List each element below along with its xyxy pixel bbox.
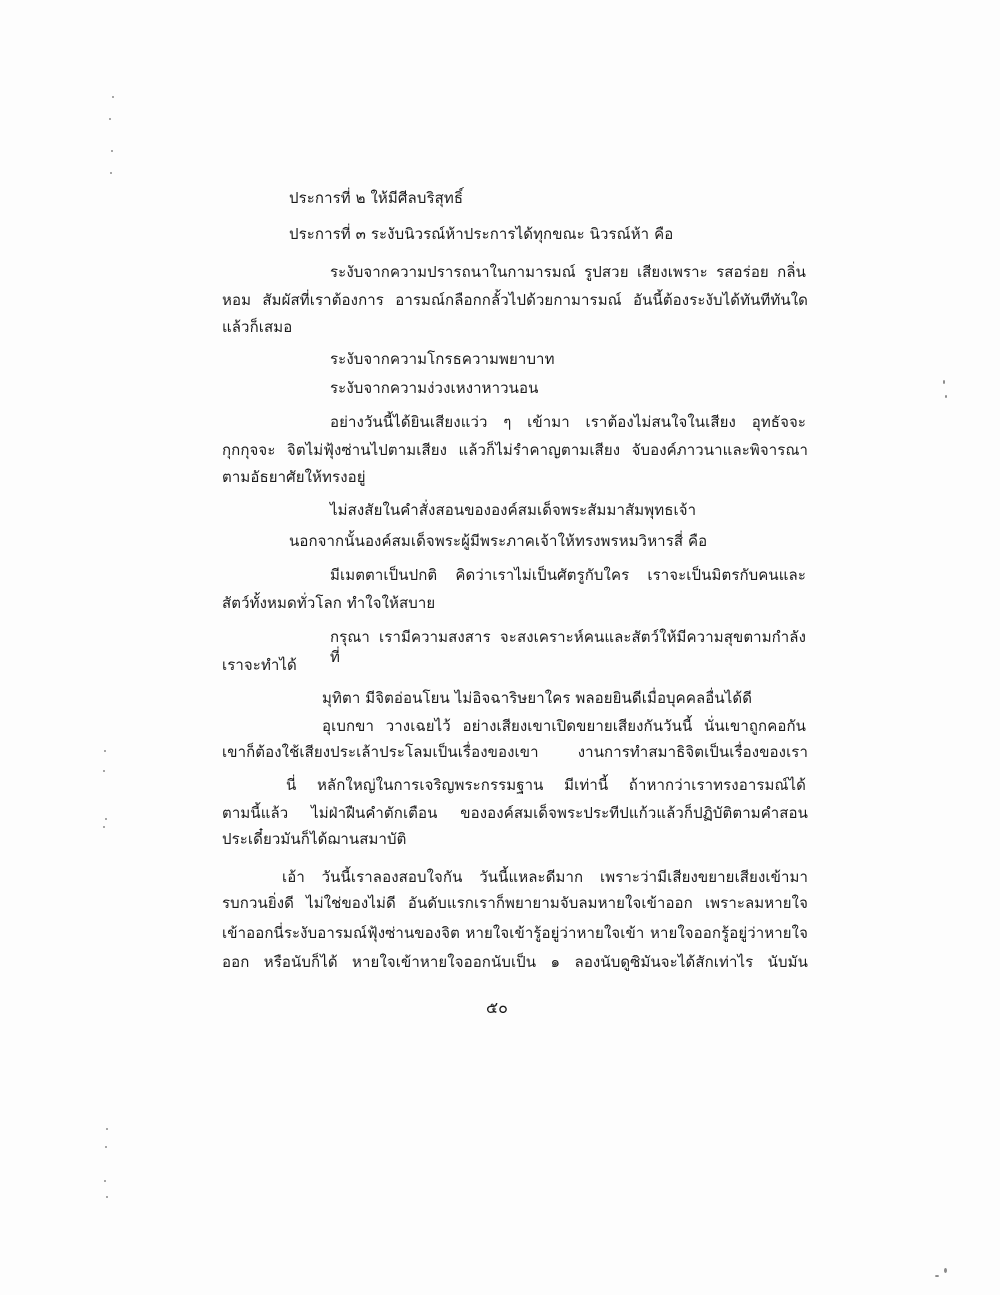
text-line: ประการที่ ๓ ระงับนิวรณ์ห้าประการได้ทุกขณะ นิวรณ์ห้า คือ	[289, 225, 674, 243]
text-line: ระงับจากความปรารถนาในกามารมณ์ รูปสวย เสียงเพราะ รสอร่อย กลิ่น	[330, 263, 806, 281]
text-line: ระงับจากความโกรธความพยาบาท	[330, 350, 555, 368]
scan-speck	[105, 818, 107, 820]
scan-speck	[104, 1180, 106, 1182]
text-line: ตามนี้แล้ว ไม่ฝ่าฝืนคำตักเตือน ขององค์สมเด็จพระประทีปแก้วแล้วก็ปฏิบัติตามคำสอน	[222, 804, 808, 822]
text-line: ไม่สงสัยในคำสั่งสอนขององค์สมเด็จพระสัมมาสัมพุทธเจ้า	[330, 501, 697, 519]
scan-speck	[104, 750, 106, 752]
text-line: เราจะทำได้	[222, 656, 297, 674]
text-line: อุเบกขา วางเฉยไว้ อย่างเสียงเขาเปิดขยายเสียงกันวันนี้ นั่นเขาถูกคอกัน	[322, 717, 806, 735]
text-line: ประการที่ ๒ ให้มีศีลบริสุทธิ์	[289, 189, 464, 207]
text-line: สัตว์ทั้งหมดทั่วโลก ทำใจให้สบาย	[222, 594, 436, 612]
scan-speck	[943, 380, 945, 384]
text-line: ระงับจากความง่วงเหงาหาวนอน	[330, 379, 539, 397]
scan-speck	[106, 1196, 108, 1198]
scan-speck	[945, 395, 947, 398]
scan-speck	[112, 96, 114, 98]
text-line: กรุณา เรามีความสงสาร จะสงเคราะห์คนและสัตว์ให้มีความสุขตามกำลังที่	[330, 628, 806, 666]
text-line: เขาก็ต้องใช้เสียงประเล้าประโลมเป็นเรื่องของเขา งานการทำสมาธิจิตเป็นเรื่องของเรา	[222, 743, 808, 761]
text-line: เข้าออกนี่ระงับอารมณ์ฟุ้งซ่านของจิต หายใจเข้ารู้อยู่ว่าหายใจเข้า หายใจออกรู้อยู่ว่าหายใจ	[222, 924, 808, 942]
text-line: นอกจากนั้นองค์สมเด็จพระผู้มีพระภาคเจ้าให้ทรงพรหมวิหารสี่ คือ	[289, 532, 708, 550]
text-line: แล้วก็เสมอ	[222, 318, 293, 336]
text-line: ประเดี๋ยวมันก็ได้ฌานสมาบัติ	[222, 830, 407, 848]
scan-speck	[103, 826, 105, 828]
scan-speck	[103, 770, 105, 772]
text-line: เอ้า วันนี้เราลองสอบใจกัน วันนี้แหละดีมาก เพราะว่ามีเสียงขยายเสียงเข้ามา	[282, 868, 808, 886]
text-line: มีเมตตาเป็นปกติ คิดว่าเราไม่เป็นศัตรูกับใคร เราจะเป็นมิตรกับคนและ	[330, 566, 806, 584]
scan-speck	[935, 1275, 939, 1277]
text-line: นี่ หลักใหญ่ในการเจริญพระกรรมฐาน มีเท่านี้ ถ้าหากว่าเราทรงอารมณ์ได้	[286, 776, 806, 794]
text-line: ตามอัธยาศัยให้ทรงอยู่	[222, 468, 366, 486]
page-number: ๕๐	[486, 998, 508, 1017]
text-line: รบกวนยิ่งดี ไม่ใช่ของไม่ดี อันดับแรกเราก็พยายามจับลมหายใจเข้าออก เพราะลมหายใจ	[222, 894, 808, 912]
scan-speck	[106, 1128, 108, 1130]
text-line: มุทิตา มีจิตอ่อนโยน ไม่อิจฉาริษยาใคร พลอยยินดีเมื่อบุคคลอื่นได้ดี	[322, 689, 753, 707]
scan-speck	[944, 1268, 947, 1273]
scan-speck	[111, 150, 113, 152]
text-line: ออก หรือนับก็ได้ หายใจเข้าหายใจออกนับเป็น ๑ ลองนับดูซิมันจะได้สักเท่าไร นับมัน	[222, 953, 808, 971]
text-line: กุกกุจจะ จิตไม่ฟุ้งซ่านไปตามเสียง แล้วก็ไม่รำคาญตามเสียง จับองค์ภาวนาและพิจารณา	[222, 441, 808, 459]
scan-speck	[105, 1146, 107, 1148]
text-line: หอม สัมผัสที่เราต้องการ อารมณ์กลือกกลั้วไปด้วยกามารมณ์ อันนี้ต้องระงับได้ทันทีทันใด	[222, 291, 808, 309]
text-line: อย่างวันนี้ได้ยินเสียงแว่ว ๆ เข้ามา เราต้องไม่สนใจในเสียง อุทธัจจะ	[330, 413, 806, 431]
scan-speck	[110, 172, 112, 174]
scan-speck	[109, 118, 111, 120]
